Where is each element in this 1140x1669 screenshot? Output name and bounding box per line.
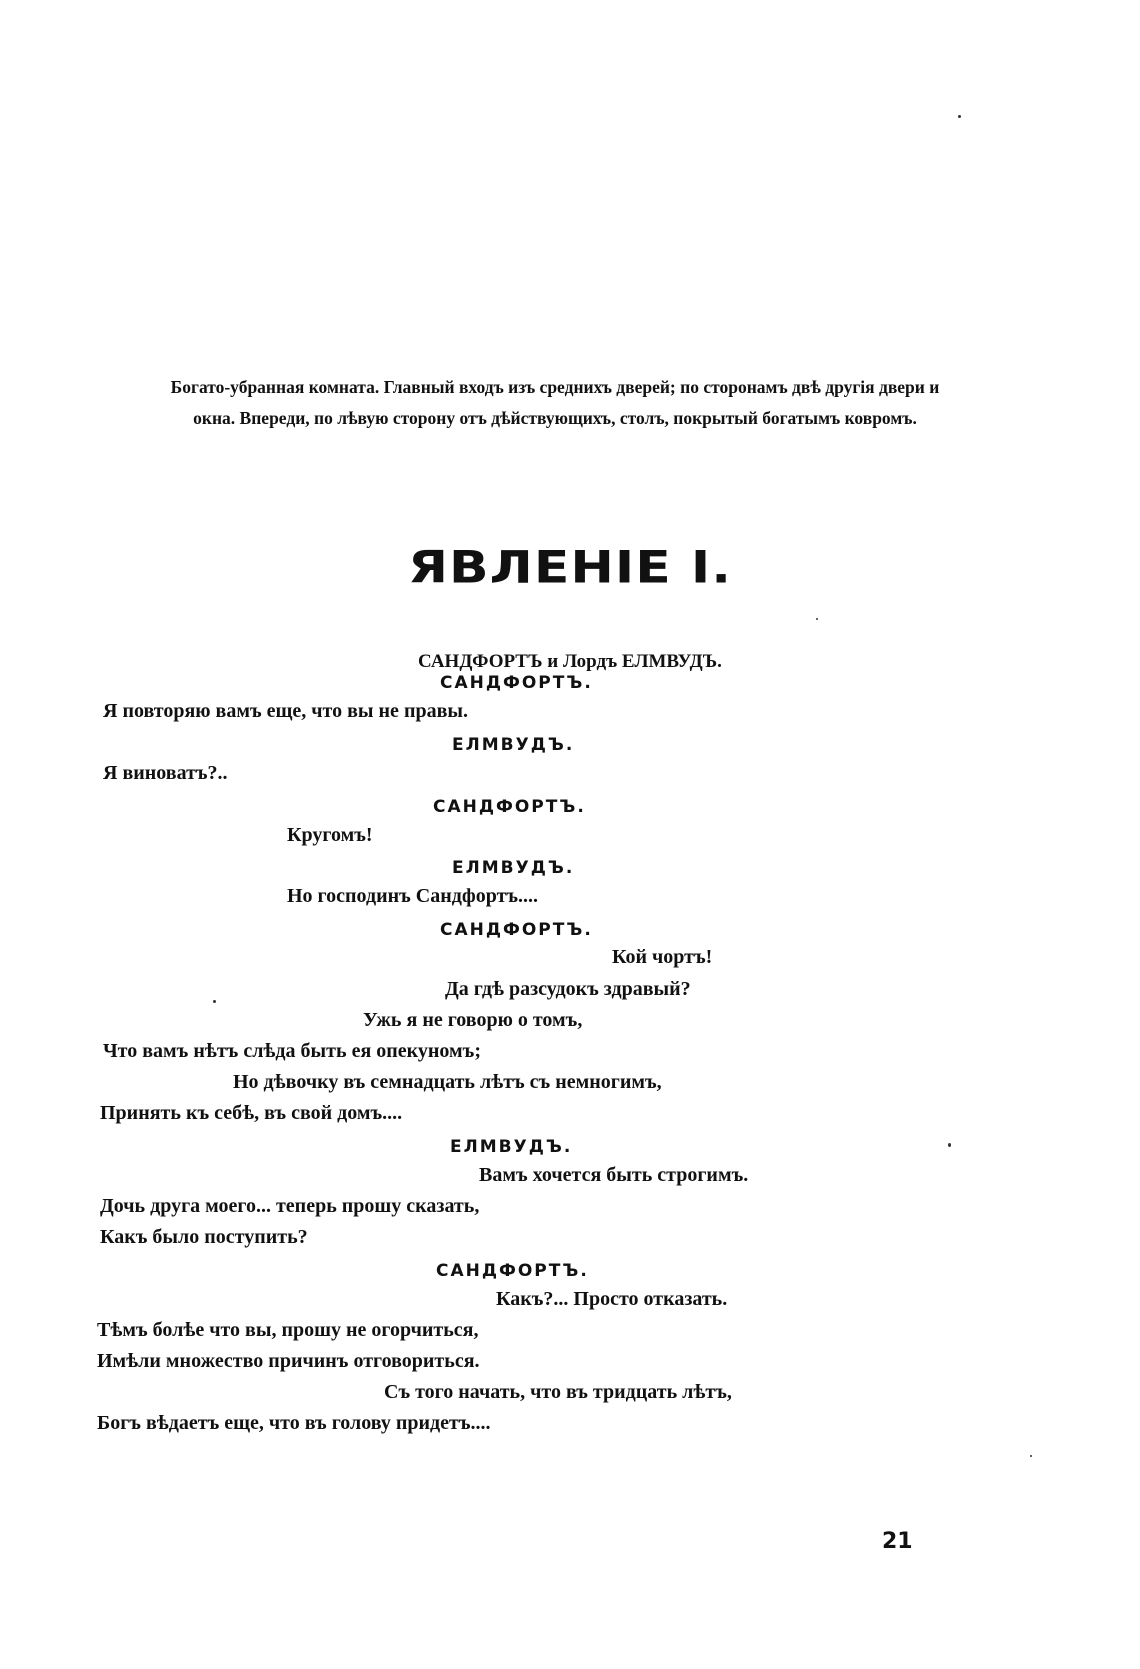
speaker-name: САНДФОРТЪ. xyxy=(436,1261,589,1281)
verse-line: Но дѣвочку въ семнадцать лѣтъ съ немногимъ, xyxy=(233,1071,662,1093)
verse-line: Да гдѣ разсудокъ здравый? xyxy=(445,978,691,1000)
verse-line: Вамъ хочется быть строгимъ. xyxy=(479,1164,749,1186)
stage-direction-line-2: окна. Впереди, по лѣвую сторону отъ дѣйствующихъ, столъ, покрытый богатымъ ковромъ. xyxy=(193,408,917,428)
verse-line: Богъ вѣдаетъ еще, что въ голову придетъ.... xyxy=(97,1412,491,1434)
speaker-name: САНДФОРТЪ. xyxy=(440,673,593,693)
scan-speck xyxy=(1030,1455,1032,1457)
verse-line: Принять къ себѣ, въ свой домъ.... xyxy=(100,1102,403,1124)
verse-line: Я повторяю вамъ еще, что вы не правы. xyxy=(103,700,468,722)
verse-line: Кругомъ! xyxy=(287,824,373,846)
scan-speck xyxy=(948,1143,951,1147)
page-number: 21 xyxy=(882,1529,913,1554)
verse-line: Что вамъ нѣтъ слѣда быть ея опекуномъ; xyxy=(103,1040,481,1062)
verse-line: Тѣмъ болѣе что вы, прошу не огорчиться, xyxy=(97,1319,479,1341)
scan-speck xyxy=(816,618,818,620)
speaker-name: ЕЛМВУДЪ. xyxy=(450,1137,573,1157)
scan-speck xyxy=(213,1000,216,1003)
speaker-name: ЕЛМВУДЪ. xyxy=(452,858,575,878)
verse-line: Какъ было поступить? xyxy=(100,1226,308,1248)
verse-line: Но господинъ Сандфортъ.... xyxy=(287,885,539,907)
verse-line: Кой чортъ! xyxy=(612,946,713,968)
verse-line: Дочь друга моего... теперь прошу сказать, xyxy=(100,1195,480,1217)
verse-line: Имѣли множество причинъ отговориться. xyxy=(97,1350,480,1372)
stage-direction xyxy=(80,372,1030,434)
verse-line: Съ того начать, что въ тридцать лѣтъ, xyxy=(384,1381,732,1403)
verse-line: Ужь я не говорю о томъ, xyxy=(363,1009,583,1031)
scan-speck xyxy=(958,115,961,118)
cast-list: САНДФОРТЪ и Лордъ ЕЛМВУДЪ. xyxy=(418,651,722,672)
scene-title: ЯВЛЕНІЕ I. xyxy=(408,542,732,594)
speaker-name: САНДФОРТЪ. xyxy=(440,920,593,940)
speaker-name: САНДФОРТЪ. xyxy=(433,797,586,817)
stage-direction-line-1: Богато-убранная комната. Главный входъ изъ среднихъ дверей; по сторонамъ двѣ другія двери и xyxy=(170,377,940,397)
verse-line: Я виноватъ?.. xyxy=(103,762,228,784)
speaker-name: ЕЛМВУДЪ. xyxy=(452,735,575,755)
verse-line: Какъ?... Просто отказать. xyxy=(496,1288,728,1310)
